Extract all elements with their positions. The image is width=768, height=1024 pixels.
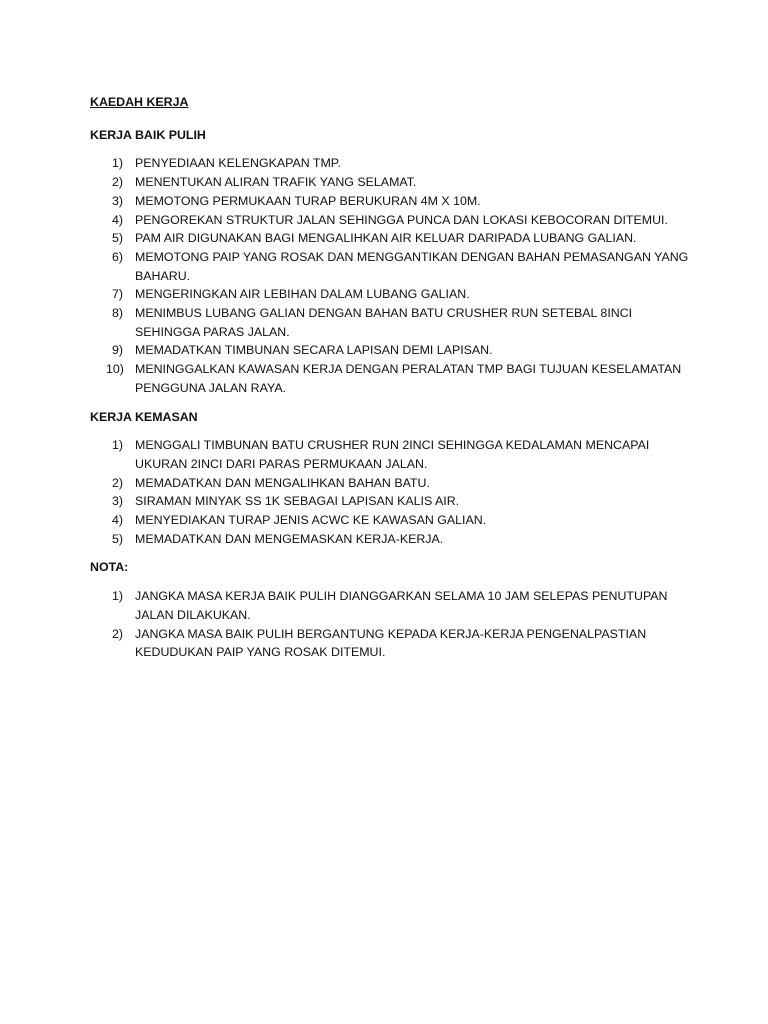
- list-item: [90, 625, 690, 662]
- list-item: [90, 492, 690, 511]
- item-number: 1): [112, 156, 124, 171]
- list-item: [90, 341, 690, 360]
- item-text: MEMADATKAN TIMBUNAN SECARA LAPISAN DEMI LAPISAN.: [135, 343, 493, 358]
- section-heading-nota: NOTA:: [90, 560, 129, 575]
- item-text: PENYEDIAAN KELENGKAPAN TMP.: [135, 156, 341, 171]
- list-item: [90, 436, 690, 473]
- section-heading-kerja-baik-pulih: KERJA BAIK PULIH: [90, 127, 206, 142]
- item-text: MEMADATKAN DAN MENGEMASKAN KERJA-KERJA.: [135, 531, 444, 546]
- document-title: KAEDAH KERJA: [90, 95, 189, 109]
- item-number: 5): [112, 531, 124, 546]
- item-number: 10): [106, 362, 124, 377]
- list-item: [90, 511, 690, 530]
- item-text: MEMOTONG PERMUKAAN TURAP BERUKURAN 4M X 10M.: [135, 193, 481, 208]
- item-number: 8): [112, 306, 124, 321]
- section-heading-kerja-kemasan: KERJA KEMASAN: [90, 409, 198, 424]
- item-number: 1): [112, 438, 124, 453]
- item-text: PENGOREKAN STRUKTUR JALAN SEHINGGA PUNCA DAN LOKASI KEBOCORAN DITEMUI.: [135, 212, 668, 227]
- list-item: [90, 587, 690, 624]
- list-item: [90, 530, 690, 549]
- item-number: 1): [112, 589, 124, 604]
- item-text: MENIMBUS LUBANG GALIAN DENGAN BAHAN BATU CRUSHER RUN SETEBAL 8INCI SEHINGGA PARAS JALAN.: [135, 306, 633, 339]
- item-number: 6): [112, 249, 124, 264]
- item-text: SIRAMAN MINYAK SS 1K SEBAGAI LAPISAN KALIS AIR.: [135, 494, 460, 509]
- item-text: PAM AIR DIGUNAKAN BAGI MENGALIHKAN AIR KELUAR DARIPADA LUBANG GALIAN.: [135, 231, 637, 246]
- list-item: [90, 474, 690, 493]
- item-text: JANGKA MASA BAIK PULIH BERGANTUNG KEPADA KERJA-KERJA PENGENALPASTIAN KEDUDUKAN PAIP YANG ROSAK DITEMUI.: [135, 626, 647, 660]
- item-text: MENYEDIAKAN TURAP JENIS ACWC KE KAWASAN GALIAN.: [135, 513, 487, 528]
- item-text: MENENTUKAN ALIRAN TRAFIK YANG SELAMAT.: [135, 175, 417, 190]
- item-number: 2): [112, 475, 124, 490]
- item-number: 9): [112, 343, 124, 358]
- list-item: [90, 285, 690, 304]
- list-item: [90, 360, 690, 397]
- item-number: 4): [112, 513, 124, 528]
- nota-list: [90, 587, 690, 662]
- list-item: [90, 211, 690, 230]
- list-item: [90, 229, 690, 248]
- kerja-baik-pulih-list: [90, 154, 690, 397]
- item-text: MEMADATKAN DAN MENGALIHKAN BAHAN BATU.: [135, 475, 430, 490]
- item-text: MEMOTONG PAIP YANG ROSAK DAN MENGGANTIKAN DENGAN BAHAN PEMASANGAN YANG BAHARU.: [135, 249, 689, 283]
- list-item: [90, 304, 690, 341]
- item-number: 3): [112, 193, 124, 208]
- item-number: 2): [112, 175, 124, 190]
- item-number: 4): [112, 212, 124, 227]
- item-number: 7): [112, 287, 124, 302]
- item-text: MENGGALI TIMBUNAN BATU CRUSHER RUN 2INCI SEHINGGA KEDALAMAN MENCAPAI UKURAN 2INCI DARI PARAS PERMUKAAN JALAN.: [135, 438, 650, 471]
- list-item: [90, 154, 690, 173]
- list-item: [90, 173, 690, 192]
- item-text: MENGERINGKAN AIR LEBIHAN DALAM LUBANG GALIAN.: [135, 287, 470, 302]
- kerja-kemasan-list: [90, 436, 690, 548]
- list-item: [90, 248, 690, 285]
- document-page: [90, 93, 690, 672]
- item-text: JANGKA MASA KERJA BAIK PULIH DIANGGARKAN SELAMA 10 JAM SELEPAS PENUTUPAN JALAN DILAKUKAN.: [135, 589, 668, 622]
- item-text: MENINGGALKAN KAWASAN KERJA DENGAN PERALATAN TMP BAGI TUJUAN KESELAMATAN PENGGUNA JALAN RAYA.: [135, 362, 682, 395]
- item-number: 5): [112, 231, 124, 246]
- list-item: [90, 192, 690, 211]
- item-number: 2): [112, 626, 124, 641]
- item-number: 3): [112, 494, 124, 509]
